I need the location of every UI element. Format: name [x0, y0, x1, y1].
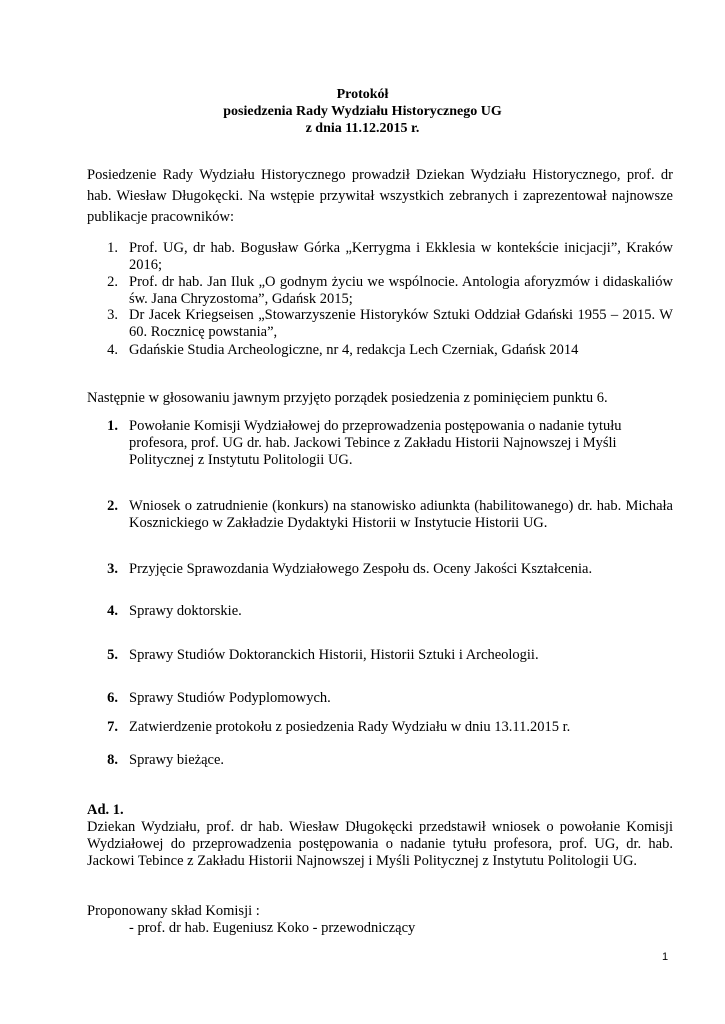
agenda-number: 1.: [107, 418, 118, 434]
publication-item: Prof. UG, dr hab. Bogusław Górka „Kerrygma i Ekklesia w kontekście inicjacji”, Kraków 2016;: [129, 240, 673, 273]
agenda-item: Sprawy Studiów Doktoranckich Historii, Historii Sztuki i Archeologii.: [129, 647, 539, 663]
agenda-item: Przyjęcie Sprawozdania Wydziałowego Zespołu ds. Oceny Jakości Kształcenia.: [129, 561, 593, 577]
publication-item: Dr Jacek Kriegseisen „Stowarzyszenie Historyków Sztuki Oddział Gdański 1955 – 2015. W 60. Rocznicę powstania”,: [129, 307, 673, 340]
publication-item: Gdańskie Studia Archeologiczne, nr 4, redakcja Lech Czerniak, Gdańsk 2014: [129, 342, 579, 358]
ad1-text-line: Dziekan Wydziału, prof. dr hab. Wiesław Długokęcki przedstawił wniosek o powołanie Komisji: [87, 819, 673, 835]
agenda-item: Wniosek o zatrudnienie (konkurs) na stanowisko adiunkta (habilitowanego) dr. hab. Michała Kosznickiego w Zakładzie Dydaktyki Historii w Instytucie Historii UG.: [129, 498, 673, 531]
agenda-item: Powołanie Komisji Wydziałowej do przeprowadzenia postępowania o nadanie tytułu profesora, prof. UG dr. hab. Jackowi Tebince z Zakładu Historii Najnowszej i Myśli Politycznej z Instytutu Politologii UG.: [129, 418, 622, 468]
publication-number: 2.: [107, 274, 118, 290]
agenda-number: 6.: [107, 690, 118, 706]
doc-date: z dnia 11.12.2015 r.: [305, 121, 420, 136]
agenda-item: Zatwierdzenie protokołu z posiedzenia Rady Wydziału w dniu 13.11.2015 r.: [129, 719, 571, 735]
publication-number: 3.: [107, 307, 118, 323]
agenda-item: Sprawy bieżące.: [129, 752, 225, 768]
intro-paragraph: Posiedzenie Rady Wydziału Historycznego prowadził Dziekan Wydziału Historycznego, prof. dr hab. Wiesław Długokęcki. Na wstępie przywitał wszystkich zebranych i zaprezentował najnowsze publikacje pracowników:: [87, 167, 673, 225]
publication-number: 1.: [107, 240, 118, 256]
agenda-number: 4.: [107, 603, 118, 619]
page-number: 1: [662, 951, 669, 963]
doc-title: Protokół: [336, 87, 389, 102]
agenda-number: 3.: [107, 561, 118, 577]
agenda-intro: Następnie w głosowaniu jawnym przyjęto porządek posiedzenia z pominięciem punktu 6.: [87, 390, 608, 406]
publication-item: Prof. dr hab. Jan Iluk „O godnym życiu we wspólnocie. Antologia aforyzmów i didaskaliów św. Jana Chryzostoma”, Gdańsk 2015;: [129, 274, 673, 307]
doc-subtitle: posiedzenia Rady Wydziału Historycznego UG: [223, 104, 502, 119]
agenda-item: Sprawy Studiów Podyplomowych.: [129, 690, 331, 706]
agenda-number: 5.: [107, 647, 118, 663]
ad1-heading: Ad. 1.: [87, 802, 124, 818]
publication-number: 4.: [107, 342, 118, 358]
agenda-number: 8.: [107, 752, 118, 768]
committee-member: - prof. dr hab. Eugeniusz Koko - przewodniczący: [129, 920, 416, 936]
agenda-number: 7.: [107, 719, 118, 735]
agenda-number: 2.: [107, 498, 118, 514]
agenda-item: Sprawy doktorskie.: [129, 603, 242, 619]
ad1-text-line: Jackowi Tebince z Zakładu Historii Najnowszej i Myśli Politycznej z Instytutu Politologii UG.: [87, 853, 638, 869]
ad1-text-line: Wydziałowej do przeprowadzenia postępowania o nadanie tytułu profesora, prof. UG, dr. hab.: [87, 836, 673, 852]
committee-label: Proponowany skład Komisji :: [87, 903, 260, 919]
